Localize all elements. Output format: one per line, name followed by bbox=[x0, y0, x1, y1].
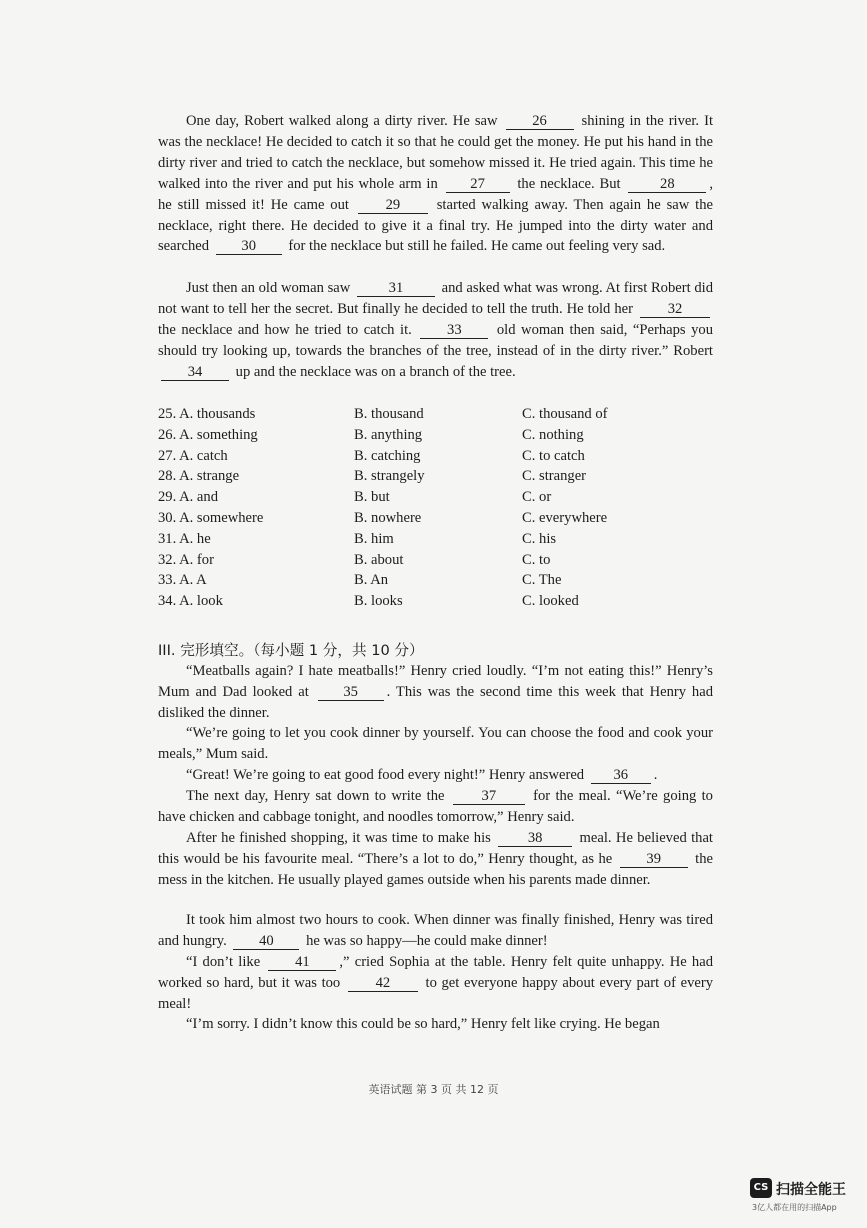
paragraph-text: It took him almost two hours to cook. When dinner was finally finished, Henry was tired and hungry. bbox=[158, 912, 713, 949]
option-row bbox=[158, 425, 718, 446]
paragraph-text: the necklace and how he tried to catch it. bbox=[158, 321, 418, 338]
option-c[interactable]: C. his bbox=[522, 530, 557, 547]
passage2-paragraph4 bbox=[158, 786, 713, 828]
option-b[interactable]: B. catching bbox=[354, 447, 421, 464]
answer-blank-34[interactable]: 34 bbox=[161, 365, 229, 381]
paragraph-text: for the necklace but still he failed. He came out feeling very sad. bbox=[284, 238, 666, 255]
paragraph-text: he was so happy—he could make dinner! bbox=[302, 932, 548, 949]
option-row bbox=[158, 404, 718, 425]
passage2-paragraph6 bbox=[158, 910, 713, 952]
answer-blank-27[interactable]: 27 bbox=[446, 177, 510, 193]
option-c[interactable]: C. The bbox=[522, 572, 562, 589]
paragraph-text: “Meatballs again? I hate meatballs!” Henry cried loudly. “I’m not eating this!” Henry’s Mum and Dad looked at bbox=[158, 663, 713, 700]
paragraph-text: started walking away. Then again he saw the necklace, right there. He decided to give it a final try. He jumped into the dirty water and searched bbox=[158, 196, 713, 255]
option-a[interactable]: 27. A. catch bbox=[158, 447, 228, 464]
answer-blank-30[interactable]: 30 bbox=[216, 239, 282, 255]
passage2-paragraph3 bbox=[158, 765, 713, 786]
answer-blank-35[interactable]: 35 bbox=[318, 685, 384, 701]
page-footer: 英语试题 第 3 页 共 12 页 bbox=[368, 1083, 499, 1096]
option-a[interactable]: 33. A. A bbox=[158, 572, 207, 589]
option-row bbox=[158, 591, 718, 612]
option-c[interactable]: C. looked bbox=[522, 593, 579, 610]
option-c[interactable]: C. nothing bbox=[522, 426, 584, 443]
option-b[interactable]: B. him bbox=[354, 530, 394, 547]
answer-blank-33[interactable]: 33 bbox=[420, 323, 488, 339]
answer-blank-36[interactable]: 36 bbox=[591, 768, 651, 784]
passage2-paragraph2 bbox=[158, 723, 713, 765]
paragraph-text: and asked what was wrong. At first Robert did not want to tell her the secret. But finally he decided to tell the truth. He told her bbox=[158, 280, 713, 317]
option-b[interactable]: B. thousand bbox=[354, 406, 424, 422]
option-b[interactable]: B. nowhere bbox=[354, 509, 422, 526]
paragraph-text: . bbox=[653, 767, 658, 783]
section-heading: III. 完形填空。（每小题 1 分，共 10 分） bbox=[158, 642, 424, 659]
answer-blank-32[interactable]: 32 bbox=[640, 302, 710, 318]
option-a[interactable]: 26. A. something bbox=[158, 426, 258, 443]
answer-blank-42[interactable]: 42 bbox=[348, 976, 418, 992]
option-row bbox=[158, 487, 718, 508]
paragraph-text: , he still missed it! He came out bbox=[158, 175, 713, 213]
paragraph-text: One day, Robert walked along a dirty river. He saw bbox=[186, 113, 503, 129]
option-a[interactable]: 28. A. strange bbox=[158, 468, 240, 485]
paragraph-text: meal. He believed that this would be his favourite meal. “There’s a lot to do,” Henry thought, as he bbox=[158, 830, 713, 867]
options-list bbox=[158, 404, 718, 612]
option-a[interactable]: 25. A. thousands bbox=[158, 406, 256, 422]
paragraph-text: “Great! We’re going to eat good food every night!” Henry answered bbox=[186, 767, 588, 783]
passage2-paragraph8 bbox=[158, 1014, 713, 1035]
answer-blank-38[interactable]: 38 bbox=[498, 831, 572, 847]
option-b[interactable]: B. but bbox=[354, 489, 390, 506]
option-a[interactable]: 31. A. he bbox=[158, 530, 211, 547]
passage1-paragraph2 bbox=[158, 278, 713, 383]
option-c[interactable]: C. to catch bbox=[522, 447, 585, 464]
passage2-paragraph1 bbox=[158, 661, 713, 724]
paragraph-text: Just then an old woman saw bbox=[186, 280, 354, 296]
option-b[interactable]: B. about bbox=[354, 551, 404, 568]
paragraph-text: After he finished shopping, it was time to make his bbox=[186, 830, 496, 846]
paragraph-text: shining in the river. It was the necklace! He decided to catch it so that he could get the money. He put his hand in the dirty river and tried to catch the necklace, but somehow missed it. He tried again. This time he walked into the river and put his whole arm in bbox=[158, 113, 713, 192]
paragraph-text: up and the necklace was on a branch of the tree. bbox=[232, 363, 516, 380]
option-row bbox=[158, 508, 718, 529]
passage2-paragraph7 bbox=[158, 952, 713, 1015]
answer-blank-40[interactable]: 40 bbox=[233, 934, 299, 950]
paragraph-text: the necklace. But bbox=[512, 175, 626, 192]
paragraph-text: “I don’t like bbox=[186, 954, 266, 970]
option-c[interactable]: C. or bbox=[522, 489, 552, 506]
option-a[interactable]: 29. A. and bbox=[158, 489, 218, 506]
option-c[interactable]: C. thousand of bbox=[522, 406, 608, 422]
paragraph-text: . This was the second time this week that Henry had disliked the dinner. bbox=[158, 683, 713, 721]
answer-blank-29[interactable]: 29 bbox=[358, 198, 428, 214]
paragraph-text: ,” cried Sophia at the table. Henry felt quite unhappy. He had worked so hard, but it was too bbox=[158, 954, 713, 991]
answer-blank-37[interactable]: 37 bbox=[453, 789, 525, 805]
option-row bbox=[158, 466, 718, 487]
paragraph-text: the mess in the kitchen. He usually played games outside when his parents made dinner. bbox=[158, 850, 714, 888]
passage1-paragraph1 bbox=[158, 111, 713, 257]
passage2-paragraph5 bbox=[158, 828, 713, 891]
paragraph-text: to get everyone happy about every part of every meal! bbox=[158, 974, 713, 1012]
option-b[interactable]: B. An bbox=[354, 572, 389, 589]
option-b[interactable]: B. looks bbox=[354, 593, 403, 610]
paragraph-text: The next day, Henry sat down to write the bbox=[186, 788, 450, 804]
option-a[interactable]: 34. A. look bbox=[158, 593, 223, 610]
option-row bbox=[158, 570, 718, 591]
camscanner-logo-icon: CS bbox=[750, 1178, 772, 1198]
option-c[interactable]: C. everywhere bbox=[522, 509, 608, 526]
answer-blank-28[interactable]: 28 bbox=[628, 177, 706, 193]
option-a[interactable]: 32. A. for bbox=[158, 551, 214, 568]
answer-blank-41[interactable]: 41 bbox=[268, 955, 336, 971]
option-row bbox=[158, 529, 718, 550]
paragraph-text: for the meal. “We’re going to have chicken and cabbage tonight, and noodles tomorrow,” Henry said. bbox=[158, 788, 713, 825]
answer-blank-31[interactable]: 31 bbox=[357, 281, 435, 297]
camscanner-brand: 扫描全能王 bbox=[776, 1182, 846, 1198]
option-row bbox=[158, 550, 718, 571]
option-row bbox=[158, 446, 718, 467]
camscanner-tagline: 3亿人都在用的扫描App bbox=[752, 1203, 837, 1212]
answer-blank-26[interactable]: 26 bbox=[506, 114, 574, 130]
option-b[interactable]: B. strangely bbox=[354, 468, 425, 485]
answer-blank-39[interactable]: 39 bbox=[620, 852, 688, 868]
option-c[interactable]: C. stranger bbox=[522, 468, 587, 485]
paragraph-text: old woman then said, “Perhaps you should try looking up, towards the branches of the tree, instead of in the dirty river.” Robert bbox=[158, 321, 713, 359]
option-b[interactable]: B. anything bbox=[354, 426, 423, 443]
option-c[interactable]: C. to bbox=[522, 551, 551, 568]
paragraph-text: “I’m sorry. I didn’t know this could be so hard,” Henry felt like crying. He began bbox=[186, 1016, 660, 1032]
option-a[interactable]: 30. A. somewhere bbox=[158, 509, 264, 526]
paragraph-text: “We’re going to let you cook dinner by yourself. You can choose the food and cook your meals,” Mum said. bbox=[158, 725, 713, 762]
